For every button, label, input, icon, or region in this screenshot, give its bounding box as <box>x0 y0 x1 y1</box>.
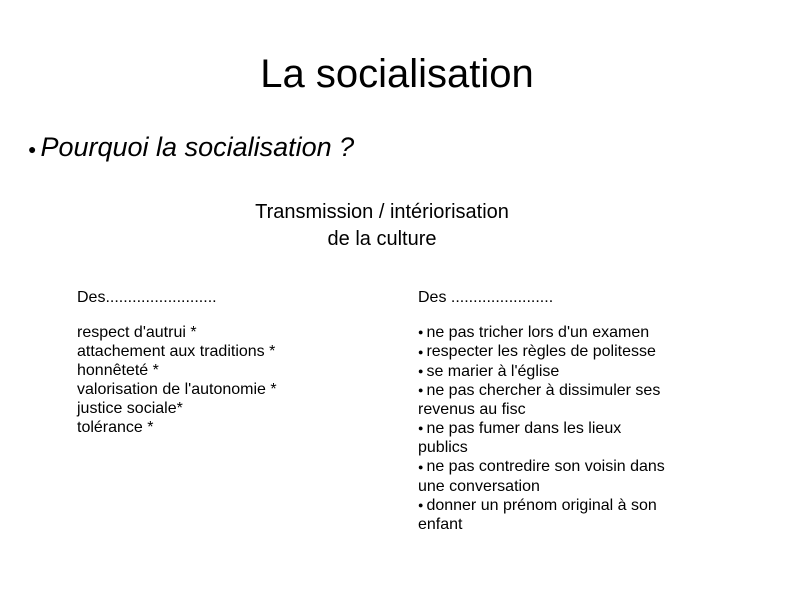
subtitle <box>200 199 564 253</box>
question-heading <box>28 130 354 166</box>
norm-item-text: ne pas tricher lors d'un examen <box>426 324 650 341</box>
norm-item <box>418 457 666 495</box>
norm-item-text: respecter les règles de politesse <box>426 343 656 361</box>
norm-item <box>418 323 666 342</box>
norm-item <box>418 381 666 419</box>
norm-item-text: ne pas fumer dans les lieux publics <box>418 420 622 457</box>
subtitle-line-1: Transmission / intériorisation <box>255 201 509 223</box>
value-item: tolérance * <box>77 419 154 436</box>
bullet-icon: ● <box>418 461 424 472</box>
bullet-icon: ● <box>418 327 424 338</box>
slide-title: La socialisation <box>260 52 534 96</box>
values-list <box>77 323 277 437</box>
value-item: honnêteté * <box>77 362 159 379</box>
norm-item-text: ne pas contredire son voisin dans une conversation <box>418 458 665 495</box>
right-column-heading: Des ....................... <box>418 289 554 306</box>
norm-item <box>418 419 666 457</box>
norm-item-text: se marier à l'église <box>426 362 560 380</box>
value-item: respect d'autrui * <box>77 324 197 341</box>
left-column-heading: Des......................... <box>77 289 217 306</box>
bullet-icon: ● <box>418 499 424 510</box>
value-item: valorisation de l'autonomie * <box>77 381 277 398</box>
bullet-icon: ● <box>418 365 424 376</box>
norms-list <box>418 323 666 534</box>
bullet-icon: ● <box>418 346 424 357</box>
value-item: attachement aux traditions * <box>77 343 276 360</box>
bullet-icon: ● <box>28 140 37 157</box>
norm-item-text: ne pas chercher à dissimuler ses revenus au fisc <box>418 381 661 419</box>
norm-item-text: donner un prénom original à son enfant <box>418 496 657 533</box>
bullet-icon: ● <box>418 385 424 396</box>
norm-item <box>418 496 666 534</box>
question-text: Pourquoi la socialisation ? <box>40 132 355 162</box>
norm-item <box>418 362 666 381</box>
subtitle-line-2: de la culture <box>327 228 437 250</box>
bullet-icon: ● <box>418 423 424 434</box>
value-item: justice sociale* <box>77 400 183 417</box>
norm-item <box>418 342 666 361</box>
